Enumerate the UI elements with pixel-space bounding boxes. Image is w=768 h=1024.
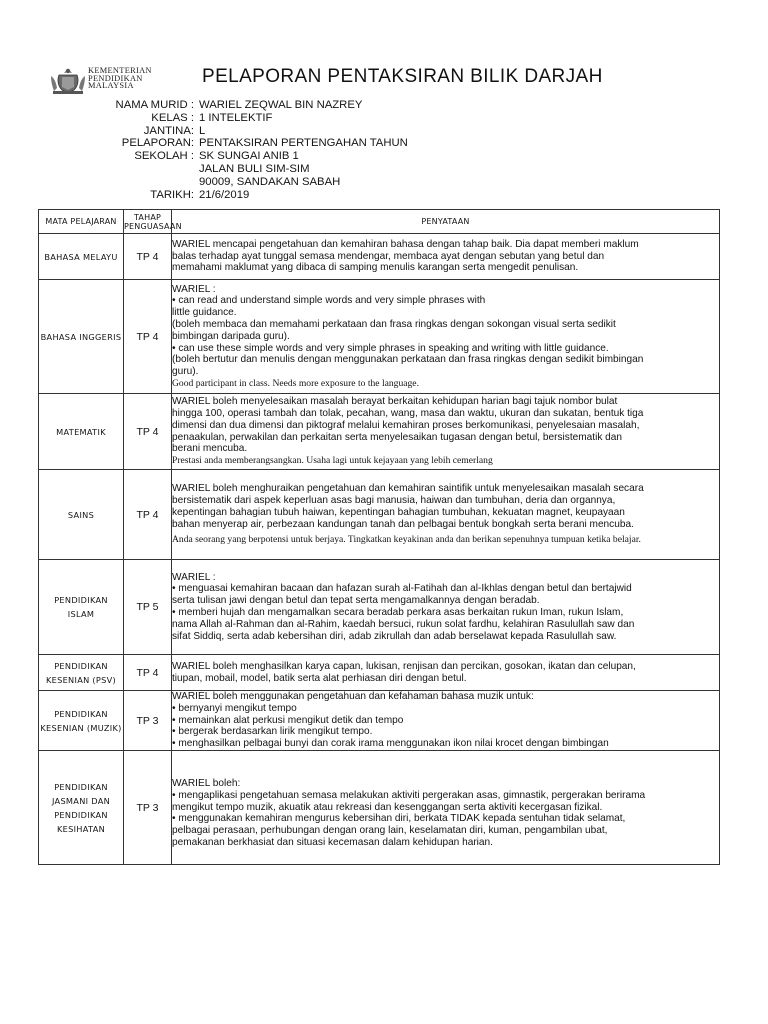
info-value: PENTAKSIRAN PERTENGAHAN TAHUN bbox=[199, 137, 408, 150]
info-label: JANTINA: bbox=[143, 124, 194, 137]
info-row bbox=[60, 125, 408, 138]
subject-cell bbox=[39, 470, 124, 560]
level-cell: TP 4 bbox=[124, 280, 172, 394]
statement-line: WARIEL boleh menghasilkan karya capan, lukisan, renjisan dan percikan, gosokan, ikatan dan celupan, bbox=[172, 660, 636, 672]
level-cell: TP 3 bbox=[124, 691, 172, 751]
statement-line: mengikut tempo muzik, akuatik atau rekreasi dan kesenggangan serta aktiviti kecergasan fizikal. bbox=[172, 801, 603, 813]
info-row bbox=[60, 189, 408, 202]
statement-line: penaakulan, perwakilan dan perkaitan serta menyelesaikan tugasan dengan betul, bersistematik dan bbox=[172, 431, 623, 443]
statement-line: WARIEL : bbox=[172, 571, 216, 583]
subject-cell bbox=[39, 691, 124, 751]
statement-line: hingga 100, operasi tambah dan tolak, pecahan, wang, masa dan waktu, ukuran dan sukatan, bentuk tiga bbox=[172, 408, 644, 420]
level-cell: TP 4 bbox=[124, 655, 172, 691]
subject-name: KESENIAN (MUZIK) bbox=[40, 722, 122, 733]
statement-line: little guidance. bbox=[172, 307, 237, 319]
statement-line: WARIEL boleh menyelesaikan masalah berayat berkaitan kehidupan harian bagi tajuk nombor bulat bbox=[172, 396, 618, 408]
table-row bbox=[39, 655, 720, 691]
statement-line: • menguasai kemahiran bacaan dan hafazan surah al-Fatihah dan al-Ikhlas dengan betul dan bertajwid bbox=[172, 583, 632, 595]
subject-name: KESENIAN (PSV) bbox=[45, 674, 117, 685]
level-cell: TP 5 bbox=[124, 560, 172, 655]
statement-line: bahan menyerap air, perbezaan kandungan tanah dan pelbagai bentuk bongkah serta berani mencuba. bbox=[172, 518, 634, 530]
subject-name: PENDIDIKAN bbox=[54, 595, 108, 605]
subject-name: SAINS bbox=[67, 509, 95, 520]
statement-line: (boleh bertutur dan menulis dengan menggunakan perkataan dan frasa ringkas dengan sedikit bimbingan bbox=[172, 354, 644, 366]
level-cell: TP 4 bbox=[124, 470, 172, 560]
statement-cell bbox=[172, 394, 720, 470]
subject-cell bbox=[39, 234, 124, 280]
page-title: PELAPORAN PENTAKSIRAN BILIK DARJAH bbox=[202, 66, 603, 87]
statement-line: WARIEL boleh menghuraikan pengetahuan dan kemahiran saintifik untuk menyelesaikan masalah secara bbox=[172, 483, 644, 495]
statement-line: sifat Siddiq, serta adab kebersihan diri, adab zikrullah dan adab berselawat kepada Rasulullah saw. bbox=[172, 630, 617, 642]
subject-cell bbox=[39, 751, 124, 865]
info-row bbox=[60, 112, 408, 125]
statement-line: • bergerak berdasarkan lirik mengikut tempo. bbox=[172, 726, 373, 738]
info-value: JALAN BULI SIM-SIM bbox=[199, 162, 310, 175]
table-row bbox=[39, 560, 720, 655]
statement-cell bbox=[172, 655, 720, 691]
subject-cell bbox=[39, 560, 124, 655]
statement-line: pemakanan berkhasiat dan situasi kecemasan dalam kehidupan harian. bbox=[172, 836, 493, 848]
statement-line: dimensi dan dua dimensi dan piktograf melalui kemahiran proses berkomunikasi, penyelesaian masalah, bbox=[172, 419, 640, 431]
statement-line: kepentingan bahagian tubuh haiwan, kepentingan bahagian tumbuhan, kekuatan magnet, keupayaan bbox=[172, 506, 625, 518]
assessment-table bbox=[38, 209, 720, 865]
statement-cell bbox=[172, 470, 720, 560]
ministry-crest-icon bbox=[48, 66, 88, 96]
statement-line: WARIEL boleh menggunakan pengetahuan dan kefahaman bahasa muzik untuk: bbox=[172, 691, 534, 702]
subject-name: PENDIDIKAN bbox=[54, 781, 108, 792]
statement-line: • bernyanyi mengikut tempo bbox=[172, 702, 297, 714]
info-value: 90009, SANDAKAN SABAH bbox=[199, 175, 341, 188]
table-row bbox=[39, 234, 720, 280]
info-label: TARIKH: bbox=[150, 188, 194, 201]
info-label: SEKOLAH : bbox=[134, 150, 194, 163]
table-row bbox=[39, 691, 720, 751]
info-label bbox=[60, 163, 194, 176]
statement-cell bbox=[172, 234, 720, 280]
statement-line: memahami maklumat yang dibaca di samping menulis karangan serta mengedit penulisan. bbox=[172, 262, 579, 274]
statement-line: nama Allah al-Rahman dan al-Rahim, kaedah bersuci, rukun solat fardhu, kelahiran Rasulullah saw dan bbox=[172, 618, 635, 630]
statement-line: • menghasilkan pelbagai bunyi dan corak irama menggunakan ikon nilai krocet dengan bimbingan bbox=[172, 738, 609, 750]
statement-line: guru). bbox=[172, 366, 199, 378]
subject-name: BAHASA MELAYU bbox=[44, 251, 118, 262]
statement-line: WARIEL boleh: bbox=[172, 778, 241, 789]
statement-line: • menggunakan kemahiran mengurus kebersihan diri, berkata TIDAK kepada sentuhan tidak selamat, bbox=[172, 813, 626, 825]
info-label: PELAPORAN: bbox=[121, 137, 194, 150]
statement-cell bbox=[172, 751, 720, 865]
subject-name: PENDIDIKAN bbox=[54, 708, 108, 719]
level-cell: TP 3 bbox=[124, 751, 172, 865]
statement-line: bersistematik dari aspek keperluan asas bagi manusia, haiwan dan tumbuhan, deria dan organnya, bbox=[172, 494, 616, 506]
info-value: 1 INTELEKTIF bbox=[199, 111, 273, 124]
subject-cell bbox=[39, 394, 124, 470]
ministry-name: KEMENTERIAN PENDIDIKAN MALAYSIA bbox=[88, 66, 152, 91]
subject-name: PENDIDIKAN bbox=[54, 809, 108, 820]
statement-line: berani mencuba. bbox=[172, 443, 248, 455]
statement-line: bimbingan daripada guru). bbox=[172, 330, 290, 342]
info-row bbox=[60, 163, 408, 176]
info-row bbox=[60, 176, 408, 189]
teacher-remark: Good participant in class. Needs more exposure to the language. bbox=[172, 377, 419, 389]
info-label: KELAS : bbox=[151, 111, 194, 124]
header-subject: MATA PELAJARAN bbox=[39, 210, 124, 234]
statement-line: • mengaplikasi pengetahuan semasa melakukan aktiviti pergerakan asas, gimnastik, pergerakan berirama bbox=[172, 789, 646, 801]
student-info bbox=[60, 99, 408, 201]
subject-name: JASMANI DAN bbox=[51, 795, 111, 806]
statement-line: tiupan, mobail, model, batik serta alat perhiasan diri dengan betul. bbox=[172, 672, 467, 684]
statement-line: WARIEL mencapai pengetahuan dan kemahiran bahasa dengan tahap baik. Dia dapat memberi maklum bbox=[172, 238, 639, 250]
info-label: NAMA MURID : bbox=[115, 99, 194, 111]
report-header bbox=[48, 66, 728, 102]
subject-cell bbox=[39, 655, 124, 691]
info-value: 21/6/2019 bbox=[199, 188, 250, 201]
subject-name: BAHASA INGGERIS bbox=[40, 331, 122, 342]
level-cell: TP 4 bbox=[124, 394, 172, 470]
statement-line: (boleh membaca dan memahami perkataan dan frasa ringkas dengan sokongan visual serta sedikit bbox=[172, 318, 616, 330]
info-value: SK SUNGAI ANIB 1 bbox=[199, 150, 299, 163]
statement-line: serta tulisan jawi dengan betul dan tepat serta mengamalkannya dengan beradab. bbox=[172, 595, 540, 607]
statement-line: • memainkan alat perkusi mengikut detik dan tempo bbox=[172, 714, 404, 726]
statement-line: balas terhadap ayat tunggal semasa mendengar, membaca ayat dengan sebutan yang betul dan bbox=[172, 250, 605, 262]
subject-name: KESIHATAN bbox=[56, 823, 106, 834]
info-row bbox=[60, 150, 408, 163]
table-header-row bbox=[39, 210, 720, 234]
table-row bbox=[39, 751, 720, 865]
table-row bbox=[39, 280, 720, 394]
table-row bbox=[39, 470, 720, 560]
level-cell: TP 4 bbox=[124, 234, 172, 280]
info-row bbox=[60, 99, 408, 112]
info-label bbox=[60, 176, 194, 189]
header-level: TAHAP PENGUASAAN bbox=[124, 210, 172, 234]
teacher-remark: Prestasi anda memberangsangkan. Usaha lagi untuk kejayaan yang lebih cemerlang bbox=[172, 455, 493, 467]
subject-cell bbox=[39, 280, 124, 394]
statement-line bbox=[172, 766, 719, 778]
teacher-remark: Anda seorang yang berpotensi untuk berjaya. Tingkatkan keyakinan anda dan berikan sepenuhnya tumpuan ketika belajar. bbox=[172, 534, 641, 546]
statement-cell bbox=[172, 560, 720, 655]
table-row bbox=[39, 394, 720, 470]
statement-line: • memberi hujah dan mengamalkan secara beradab perkara asas berkaitan rukun Iman, rukun Islam, bbox=[172, 607, 624, 618]
subject-name: PENDIDIKAN bbox=[54, 660, 108, 671]
info-row bbox=[60, 137, 408, 150]
info-value: L bbox=[199, 124, 206, 137]
header-statement: PENYATAAN bbox=[172, 210, 720, 234]
statement-cell bbox=[172, 280, 720, 394]
subject-name: MATEMATIK bbox=[56, 426, 106, 437]
statement-line: pelbagai perasaan, perhubungan dengan orang lain, keselamatan diri, kuman, pengambilan ubat, bbox=[172, 825, 608, 837]
subject-name: ISLAM bbox=[67, 609, 95, 619]
info-value: WARIEL ZEQWAL BIN NAZREY bbox=[199, 99, 363, 111]
statement-line: • can read and understand simple words and very simple phrases with bbox=[172, 295, 486, 307]
statement-line: • can use these simple words and very simple phrases in speaking and writing with little guidance. bbox=[172, 342, 609, 354]
statement-line: WARIEL : bbox=[172, 283, 216, 295]
statement-cell bbox=[172, 691, 720, 751]
